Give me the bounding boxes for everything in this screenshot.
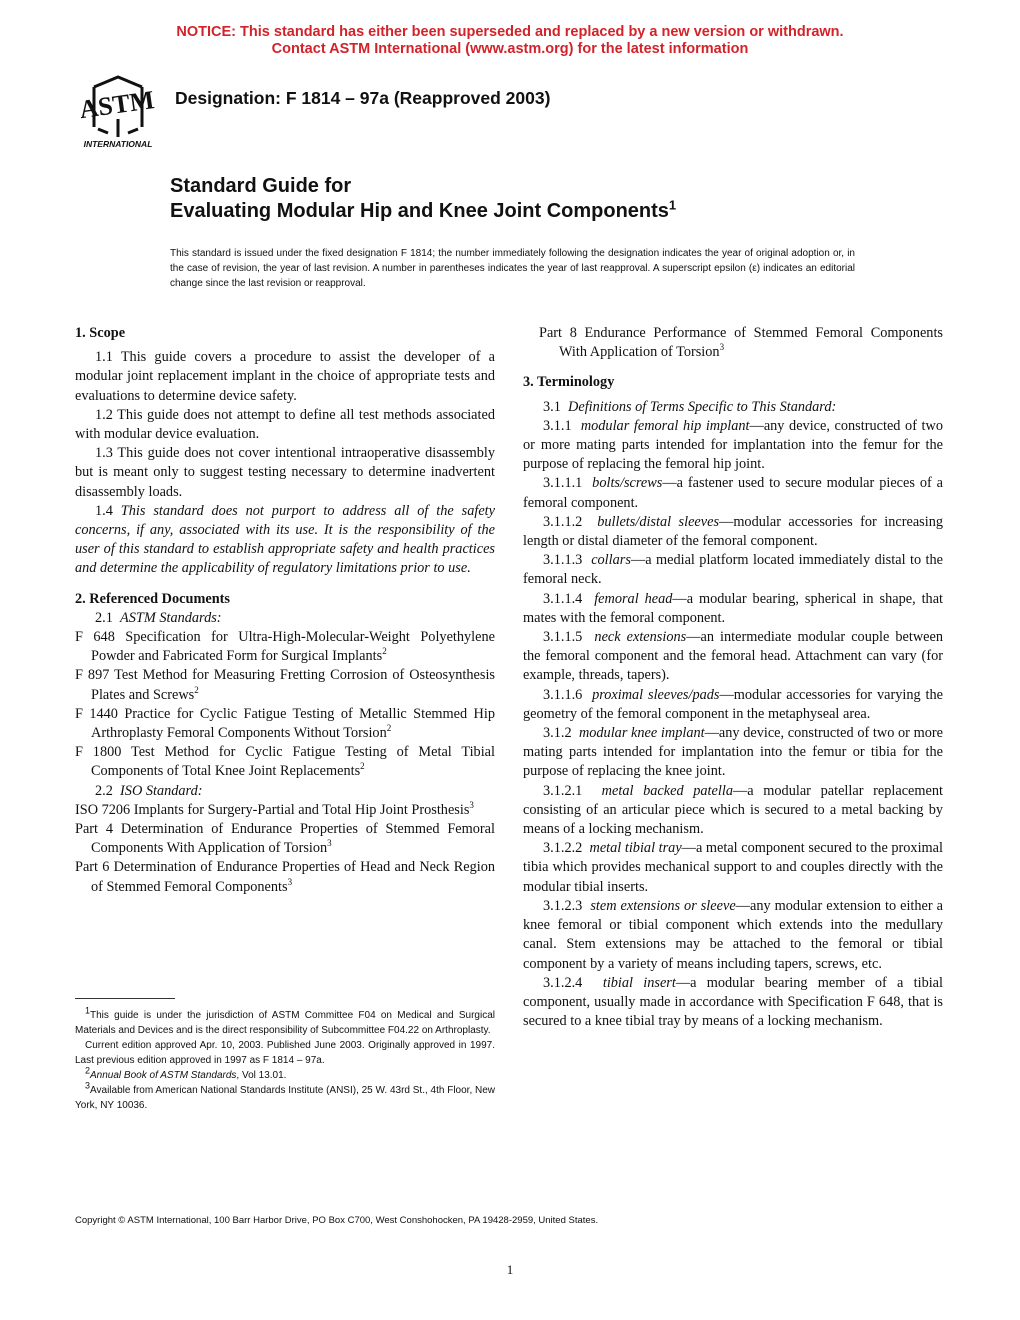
section-heading-referenced-documents: 2. Referenced Documents (75, 590, 230, 607)
scope-1-3: 1.3 This guide does not cover intentional intraoperative disassembly but is meant only to suggest testing necessary to determine inadvertent disassembly loads. (75, 445, 495, 500)
term-3-1-2: 3.1.2 modular knee implant—any device, constructed of two or more mating parts intended for implantation into the femur or tibia for the purpose of replacing the knee joint. (523, 725, 943, 780)
term-3-1-2-3: 3.1.2.3 stem extensions or sleeve—any modular extension to either a knee femoral or tibial component which extends into the medullary canal. Stem extensions may be attached to the femoral or tibial component by a variety of means including tapers, screws, etc. (523, 897, 943, 972)
logo-letters: ASTM (77, 84, 157, 125)
term-3-1-2-2: 3.1.2.2 metal tibial tray—a metal component secured to the proximal tibia which provides mechanical support to and couples directly with the modular tibial inserts. (523, 840, 943, 895)
scope-1-4: This standard does not purport to address all of the safety concerns, if any, associated with its use. It is the responsibility of the user of this standard to establish appropriate safety and health practices and determine the applicability of regulatory limitations prior to use. (75, 502, 495, 577)
withdrawal-notice (0, 24, 1020, 58)
iso-standard-num: 2.2 (95, 782, 113, 799)
scope-1-4-num: 1.4 (95, 502, 113, 519)
section-heading-terminology: 3. Terminology (523, 374, 615, 391)
ref-f1440: F 1440 Practice for Cyclic Fatigue Testing of Metallic Stemmed Hip Arthroplasty Femoral Components Without Torsion$^2$ (75, 705, 495, 742)
notice-line-1: NOTICE: This standard has either been superseded and replaced by a new version or withdrawn. (176, 24, 844, 40)
iso-standard-label: ISO Standard: (120, 782, 203, 799)
page-number: 1 (506, 1262, 514, 1277)
term-3-1-2-1: 3.1.2.1 metal backed patella—a modular patellar replacement consisting of an articular piece which is secured to a metal backing by means of a locking mechanism. (523, 782, 943, 838)
astm-standards-num: 2.1 (95, 609, 113, 626)
document-title (170, 174, 676, 224)
right-column: Part 8 Endurance Performance of Stemmed Femoral Components With Application of Torsion$^3$ 3. Terminology 3.1 Definitions of Terms Specific to This Standard: 3.1.1 modular femoral hip implant—any device, constructed of two or more mating parts intended for implantation into the femur for the purpose of replacing the femoral hip joint. 3.1.1.1 bolts/screws—a fastener used to secure modular pieces of a femoral component. 3.1.1.2 bullets/distal sleeves—modular accessories for increasing length or distal diameter of the femoral component. 3.1.1.3 collars—a medial platform located immediately distal to the femoral neck. 3.1.1.4 femoral head—a modular bearing, spherical in shape, that mates with the femoral component. 3.1.1.5 neck extensions—an intermediate modular couple between the femoral component and the femoral head. Attachment can vary (for example, threads, tapers). 3.1.1.6 proximal sleeves/pads—modular accessories for varying the geometry of the femoral component in the metaphyseal area. 3.1.2 modular knee implant—any device, constructed of two or more mating parts intended for implantation into the femur or tibia for the purpose of replacing the knee joint. 3.1.2.1 metal backed patella—a modular patellar replacement consisting of an articular piece which is secured to a metal backing by means of a locking mechanism. 3.1.2.2 metal tibial tray—a metal component secured to the proximal tibia which provides mechanical support to and couples directly with the modular tibial inserts. 3.1.2.3 stem extensions or sleeve—any modular extension to either a knee femoral or tibial component which extends into the medullary canal. Stem extensions may be attached to the femoral or tibial component by a variety of means including tapers, screws, etc. 3.1.2.4 tibial insert—a modular bearing member of a tibial component, usually made in accordance with Specification F 648, that is secured to a knee tibial tray by means of a locking mechanism. (523, 324, 943, 1031)
term-3-1-1-6: 3.1.1.6 proximal sleeves/pads—modular accessories for varying the geometry of the femoral component in the metaphyseal area. (523, 686, 943, 722)
title-line-1: Standard Guide for (170, 175, 352, 197)
footnotes (75, 1005, 496, 1113)
left-column (75, 324, 495, 897)
title-line-2: Evaluating Modular Hip and Knee Joint Components (170, 200, 669, 222)
section-heading-scope: 1. Scope (75, 325, 126, 341)
definitions-label: Definitions of Terms Specific to This Standard: (568, 398, 837, 415)
notice-line-2: Contact ASTM International (www.astm.org) for the latest information (271, 41, 749, 57)
ref-f648: F 648 Specification for Ultra-High-Molecular-Weight Polyethylene Powder and Fabricated Form for Surgical Implants$^2$ (75, 629, 495, 665)
ref-iso7206-part6: Part 6 Determination of Endurance Properties of Head and Neck Region of Stemmed Femoral Components$^3$ (75, 859, 495, 895)
footnote-1: $^1$This guide is under the jurisdiction of ASTM Committee F04 on Medical and Surgical Materials and Devices and is the direct responsibility of Subcommittee F04.22 on Arthroplasty. (75, 1005, 495, 1036)
scope-1-1: 1.1 This guide covers a procedure to assist the developer of a modular joint replacement implant in the choice of appropriate tests and evaluations to determine device safety. (75, 349, 495, 404)
astm-standards-label: ASTM Standards: (120, 609, 222, 626)
term-3-1-1-4: 3.1.1.4 femoral head—a modular bearing, spherical in shape, that mates with the femoral component. (523, 590, 944, 626)
issuance-note: This standard is issued under the fixed designation F 1814; the number immediately following the designation indicates the year of original adoption or, in the case of revision, the year of last revision. A number in parentheses indicates the year of last reapproval. A superscript epsilon (ε) indicates an editorial change since the last revision or reapproval. (170, 248, 855, 289)
scope-1-2: 1.2 This guide does not attempt to define all test methods associated with modular device evaluation. (75, 406, 495, 443)
footnote-3: $^3$Available from American National Standards Institute (ANSI), 25 W. 43rd St., 4th Floor, New York, NY 10036. (75, 1080, 496, 1111)
ref-f897: F 897 Test Method for Measuring Fretting Corrosion of Osteosynthesis Plates and Screws$^2$ (75, 667, 495, 703)
title-footnote-ref: 1 (668, 197, 677, 213)
footnote-1b: Current edition approved Apr. 10, 2003. Published June 2003. Originally approved in 1997. Last previous edition approved in 1997 as F 1814 – 97a. (75, 1040, 495, 1066)
footnote-divider (75, 998, 175, 999)
logo-text: INTERNATIONAL (83, 139, 153, 149)
astm-logo-icon (74, 75, 162, 155)
term-3-1-1-3: 3.1.1.3 collars—a medial platform located immediately distal to the femoral neck. (523, 552, 943, 588)
term-3-1-1-5: 3.1.1.5 neck extensions—an intermediate modular couple between the femoral component and the femoral head. Attachment can vary (for example, threads, tapers). (523, 629, 943, 684)
ref-iso7206: ISO 7206 Implants for Surgery-Partial and Total Hip Joint Prosthesis$^3$ (75, 800, 474, 818)
term-3-1-1-1: 3.1.1.1 bolts/screws—a fastener used to secure modular pieces of a femoral component. (523, 475, 944, 511)
term-3-1-1: 3.1.1 modular femoral hip implant—any device, constructed of two or more mating parts intended for implantation into the femur for the purpose of replacing the femoral hip joint. (523, 417, 944, 473)
footnote-2: $^2$Annual Book of ASTM Standards, Vol 13.01. (85, 1065, 287, 1081)
ref-iso7206-part4: Part 4 Determination of Endurance Properties of Stemmed Femoral Components With Application of Torsion$^3$ (75, 821, 495, 857)
term-3-1-1-2: 3.1.1.2 bullets/distal sleeves—modular accessories for increasing length or distal diameter of the femoral component. (523, 513, 943, 550)
term-3-1-2-4: 3.1.2.4 tibial insert—a modular bearing member of a tibial component, usually made in accordance with Specification F 648, that is secured to a knee tibial tray by means of a locking mechanism. (523, 974, 944, 1030)
ref-iso7206-part8: Part 8 Endurance Performance of Stemmed Femoral Components With Application of Torsion$^3$ (539, 325, 943, 361)
copyright: Copyright © ASTM International, 100 Barr Harbor Drive, PO Box C700, West Conshohocken, PA 19428-2959, United States. (75, 1215, 599, 1226)
designation: Designation: F 1814 – 97a (Reapproved 2003) (175, 88, 551, 108)
ref-f1800: F 1800 Test Method for Cyclic Fatigue Testing of Metal Tibial Components of Total Knee Joint Replacements$^2$ (75, 744, 495, 780)
